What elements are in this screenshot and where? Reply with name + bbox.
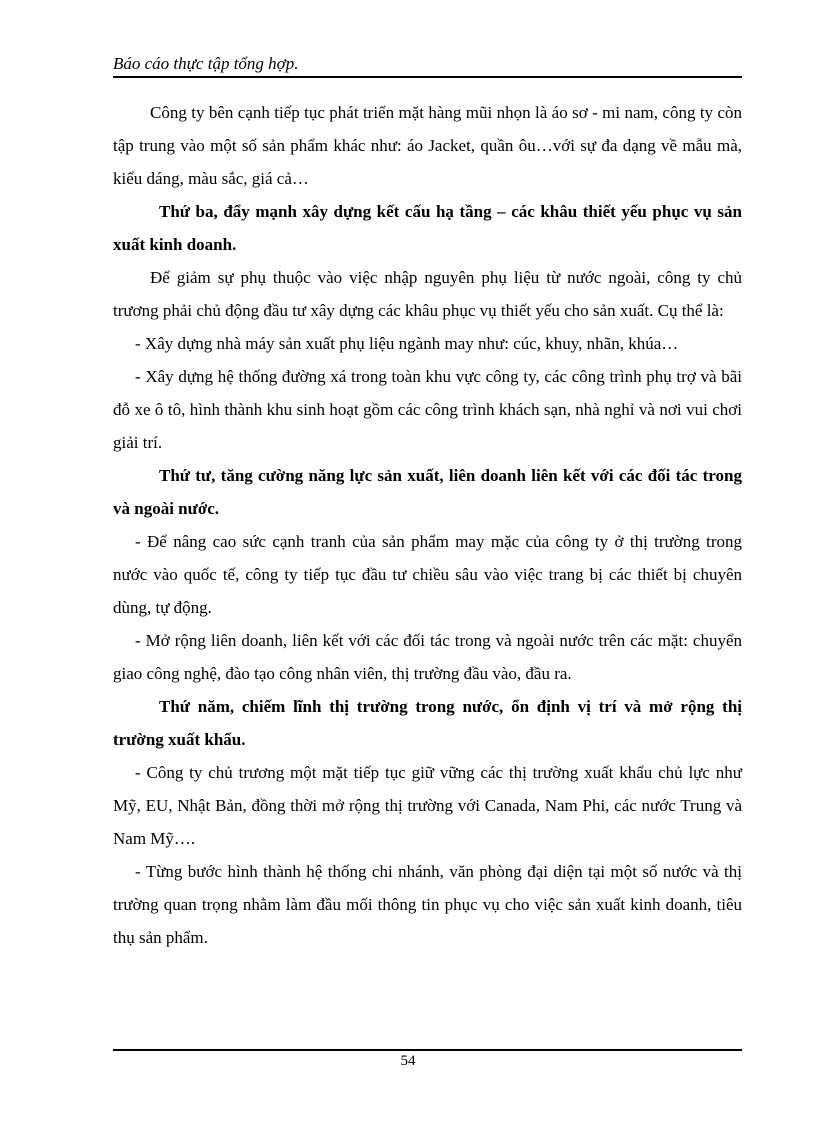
- section-heading: Thứ tư, tăng cường năng lực sản xuất, liên doanh liên kết với các đối tác trong và ngoài nước.: [113, 466, 742, 518]
- footer-rule: [113, 1049, 742, 1051]
- bullet-item: - Để nâng cao sức cạnh tranh của sản phẩm may mặc của công ty ở thị trường trong nước vào quốc tế, công ty tiếp tục đầu tư chiều sâu vào việc trang bị các thiết bị chuyên dùng, tự động.: [113, 532, 742, 617]
- running-header-title: Báo cáo thực tập tổng hợp.: [113, 54, 299, 73]
- bullet-item: - Xây dựng hệ thống đường xá trong toàn khu vực công ty, các công trình phụ trợ và bãi đỗ xe ô tô, hình thành khu sinh hoạt gồm các công trình khách sạn, nhà nghỉ và nơi vui chơi giải trí.: [113, 367, 742, 452]
- body-paragraph: Công ty bên cạnh tiếp tục phát triển mặt hàng mũi nhọn là áo sơ - mi nam, công ty còn tập trung vào một số sản phẩm khác như: áo Jacket, quần ôu…với sự đa dạng về mẫu mà, kiểu dáng, màu sắc, giá cả…: [113, 103, 742, 188]
- section-heading: Thứ năm, chiếm lĩnh thị trường trong nước, ổn định vị trí và mở rộng thị trường xuất khẩu.: [113, 697, 742, 749]
- bullet-item: - Xây dựng nhà máy sản xuất phụ liệu ngành may như: cúc, khuy, nhãn, khúa…: [135, 334, 679, 353]
- body-paragraph: Để giảm sự phụ thuộc vào việc nhập nguyên phụ liệu từ nước ngoài, công ty chủ trương phải chủ động đầu tư xây dựng các khâu phục vụ thiết yếu cho sản xuất. Cụ thể là:: [113, 268, 742, 320]
- bullet-item: - Công ty chủ trương một mặt tiếp tục giữ vững các thị trường xuất khẩu chủ lực như Mỹ, EU, Nhật Bản, đồng thời mở rộng thị trường với Canada, Nam Phi, các nước Trung và Nam Mỹ….: [113, 763, 742, 848]
- page-number: 54: [400, 1053, 416, 1069]
- header-rule: [113, 76, 742, 78]
- bullet-item: - Từng bước hình thành hệ thống chi nhánh, văn phòng đại diện tại một số nước và thị trường quan trọng nhằm làm đầu mối thông tin phục vụ cho việc sản xuất kinh doanh, tiêu thụ sản phẩm.: [113, 862, 742, 947]
- section-heading: Thứ ba, đẩy mạnh xây dựng kết cấu hạ tầng – các khâu thiết yếu phục vụ sản xuất kinh doanh.: [113, 202, 742, 254]
- bullet-item: - Mở rộng liên doanh, liên kết với các đối tác trong và ngoài nước trên các mặt: chuyển giao công nghệ, đào tạo công nhân viên, thị trường đầu vào, đầu ra.: [113, 631, 742, 683]
- document-body: [113, 96, 742, 954]
